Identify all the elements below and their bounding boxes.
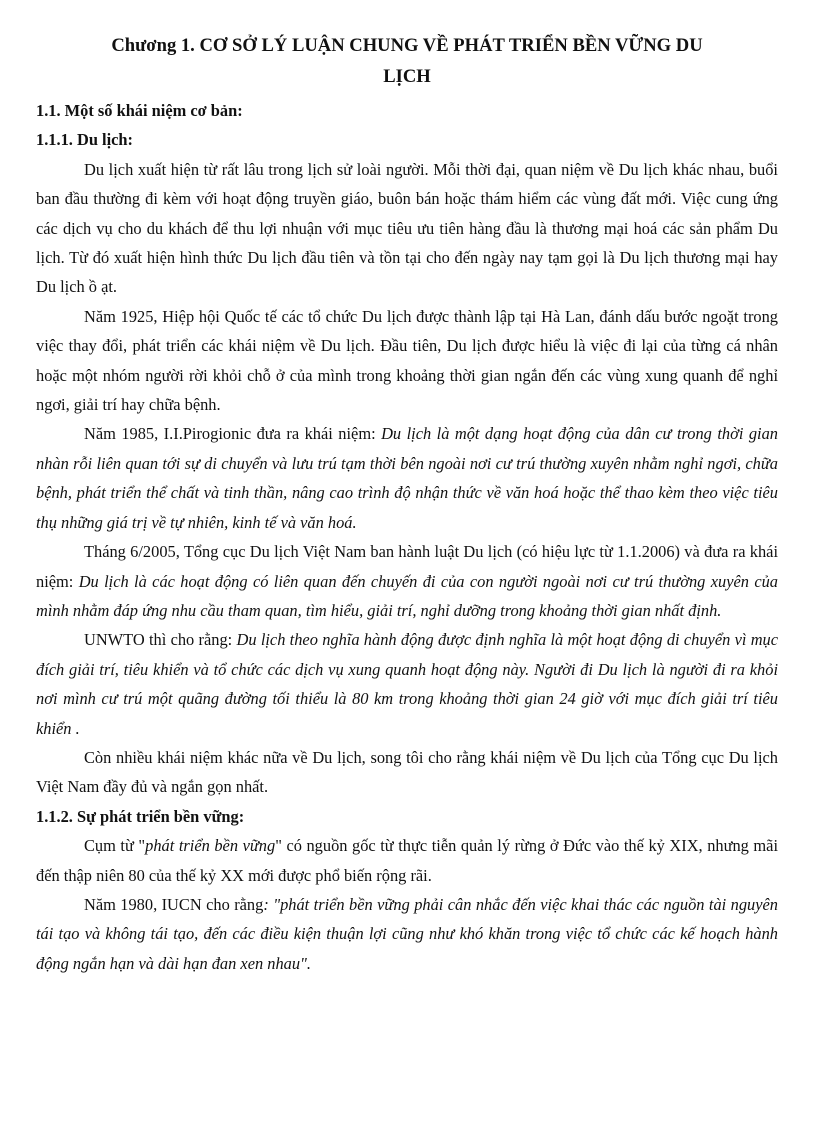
section-heading-1-1-2: 1.1.2. Sự phát triển bền vững:	[36, 806, 245, 826]
paragraph-lead: Năm 1980, IUCN cho rằng	[84, 894, 264, 914]
document-page	[36, 30, 778, 978]
paragraph-lead: UNWTO thì cho rằng:	[84, 630, 237, 650]
paragraph-rest: " có nguồn gốc từ thực tiễn quản lý rừng ở Đức vào thế kỷ XIX, nhưng mãi đến thập niên 80 của thế kỷ XX mới được phổ biến rộng rãi.	[36, 836, 779, 885]
paragraph-author-opinion: Còn nhiều khái niệm khác nữa về Du lịch, song tôi cho rằng khái niệm về Du lịch của Tổng cục Du lịch Việt Nam đầy đủ và ngắn gọn nhất.	[36, 747, 778, 797]
section-heading-1-1-1: 1.1.1. Du lịch:	[36, 130, 133, 150]
definition-quote: Du lịch là một dạng hoạt động của dân cư trong thời gian nhàn rỗi liên quan tới sự di chuyển và lưu trú tạm thời bên ngoài nơi cư trú thường xuyên nhằm nghỉ ngơi, chữa bệnh, phát triển thể chất và tinh thần, nâng cao trình độ nhận thức về văn hoá hoặc thể thao kèm theo việc tiêu thụ những giá trị về tự nhiên, kinh tế và văn hoá.	[36, 424, 778, 532]
paragraph-lead: Cụm từ "	[84, 836, 146, 856]
term-italic: phát triển bền vững	[145, 836, 276, 856]
paragraph-vietnam-law-definition	[36, 537, 778, 625]
paragraph-pirogionic-definition	[36, 419, 778, 537]
chapter-title-line-1: Chương 1. CƠ SỞ LÝ LUẬN CHUNG VỀ PHÁT TRIỂN BỀN VỮNG DU	[111, 35, 703, 56]
paragraph-1925-association: Năm 1925, Hiệp hội Quốc tế các tổ chức Du lịch được thành lập tại Hà Lan, đánh dấu bước ngoặt trong việc thay đổi, phát triển các khái niệm về Du lịch. Đầu tiên, Du lịch được hiểu là việc đi lại của từng cá nhân hoặc một nhóm người rời khỏi chỗ ở của mình trong khoảng thời gian ngắn đến các vùng xung quanh để nghỉ ngơi, giải trí hay chữa bệnh.	[36, 306, 778, 415]
paragraph-sustainable-origin	[36, 831, 778, 890]
section-heading-1-1: 1.1. Một số khái niệm cơ bản:	[36, 101, 243, 120]
definition-quote: Du lịch là các hoạt động có liên quan đến chuyến đi của con người ngoài nơi cư trú thường xuyên của mình nhằm đáp ứng nhu cầu tham quan, tìm hiểu, giải trí, nghỉ dưỡng trong khoảng thời gian nhất định.	[36, 571, 778, 620]
paragraph-tourism-origin: Du lịch xuất hiện từ rất lâu trong lịch sử loài người. Mỗi thời đại, quan niệm về Du lịch khác nhau, buổi ban đầu thường đi kèm với hoạt động truyền giáo, buôn bán hoặc thám hiểm các vùng đất mới. Việc cung ứng các dịch vụ cho du khách để thu lợi nhuận với mục tiêu ưu tiên hàng đầu là thương mại hoá các sản phẩm Du lịch. Từ đó xuất hiện hình thức Du lịch đầu tiên và tồn tại cho đến ngày nay tạm gọi là Du lịch thương mại hay Du lịch ồ ạt.	[36, 159, 778, 297]
paragraph-iucn-definition	[36, 890, 778, 978]
chapter-title	[36, 30, 778, 92]
definition-quote: Du lịch theo nghĩa hành động được định nghĩa là một hoạt động di chuyển vì mục đích giải trí, tiêu khiển và tổ chức các dịch vụ xung quanh hoạt động này. Người đi Du lịch là người đi ra khỏi nơi mình cư trú một quãng đường tối thiểu là 80 km trong khoảng thời gian 24 giờ với mục đích giải trí tiêu khiển .	[36, 630, 778, 738]
paragraph-unwto-definition	[36, 625, 778, 743]
definition-quote: : "phát triển bền vững phải cân nhắc đến việc khai thác các nguồn tài nguyên tái tạo và không tái tạo, đến các điều kiện thuận lợi cũng như khó khăn trong việc tổ chức các kế hoạch hành động ngắn hạn và dài hạn đan xen nhau".	[36, 894, 779, 973]
paragraph-lead: Năm 1985, I.I.Pirogionic đưa ra khái niệm:	[84, 424, 382, 444]
chapter-title-line-2: LỊCH	[383, 66, 431, 87]
paragraph-lead: Tháng 6/2005, Tổng cục Du lịch Việt Nam ban hành luật Du lịch (có hiệu lực từ 1.1.2006) và đưa ra khái niệm:	[36, 542, 778, 591]
